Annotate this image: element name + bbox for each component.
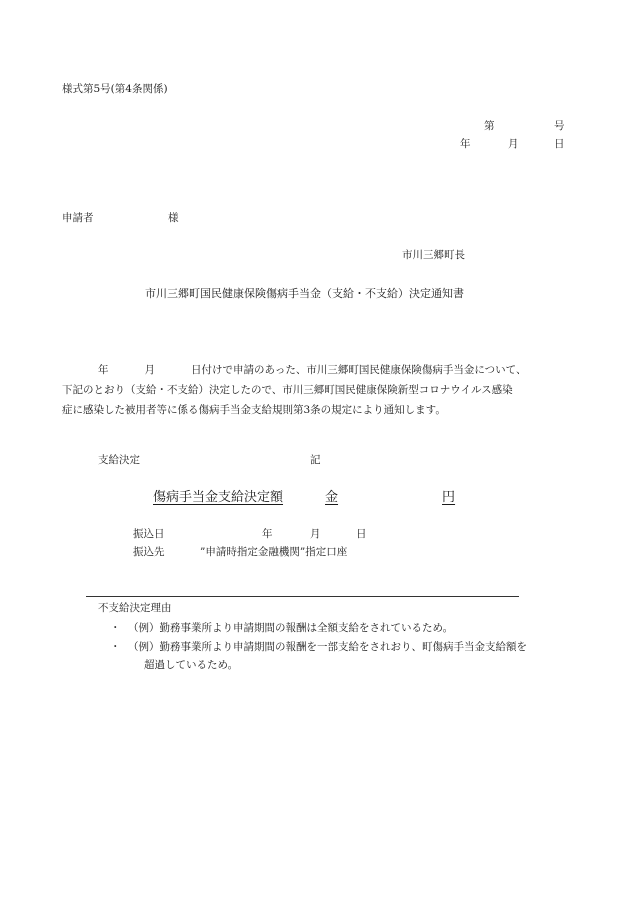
divider-line [86,596,519,597]
body-line2: 下記のとおり（支給・不支給）決定したので、市川三郷町国民健康保険新型コロナウイルス感染 [62,384,513,396]
transfer-dest-value: ”申請時指定金融機関”指定口座 [200,546,348,558]
payment-decision-label: 支給決定 [98,454,140,466]
bullet-icon: ・ [110,622,121,634]
transfer-date-label: 振込日 [133,528,165,540]
body-paragraph [62,360,570,420]
bullet-icon: ・ [110,641,121,653]
doc-date-year: 年 [460,138,471,150]
form-number-label: 様式第5号(第4条関係) [62,83,168,95]
amount-yen: 円 [442,490,456,505]
body-line3: 症に感染した被用者等に係る傷病手当金支給規則第3条の規定により通知します。 [62,404,446,416]
doc-date-month: 月 [508,138,519,150]
ki-label: 記 [310,454,321,466]
transfer-dest-label: 振込先 [133,546,165,558]
non-payment-reason-2: （例）勤務事業所より申請期間の報酬を一部支給をされおり、町傷病手当金支給額を [128,641,527,653]
body-year: 年 [98,364,109,376]
amount-row [153,491,455,504]
applicant-honorific: 様 [168,212,179,224]
body-line1-rest: 日付けで申請のあった、市川三郷町国民健康保険傷病手当金について、 [191,364,527,376]
doc-date-day: 日 [554,138,565,150]
amount-kin: 金 [325,490,339,505]
transfer-year: 年 [262,528,273,540]
amount-label: 傷病手当金支給決定額 [153,490,284,505]
transfer-month: 月 [310,528,321,540]
body-month: 月 [144,364,155,376]
doc-number-dai: 第 [484,120,495,132]
issuer-name: 市川三郷町長 [402,249,465,261]
non-payment-reason-label: 不支給決定理由 [98,602,172,614]
applicant-label: 申請者 [62,212,94,224]
non-payment-reason-2-cont: 超過しているため。 [144,659,239,671]
document-title: 市川三郷町国民健康保険傷病手当金（支給・不支給）決定通知書 [145,287,464,300]
non-payment-reason-1: （例）勤務事業所より申請期間の報酬は全額支給をされているため。 [128,622,454,634]
doc-number-go: 号 [554,120,565,132]
transfer-day: 日 [356,528,367,540]
